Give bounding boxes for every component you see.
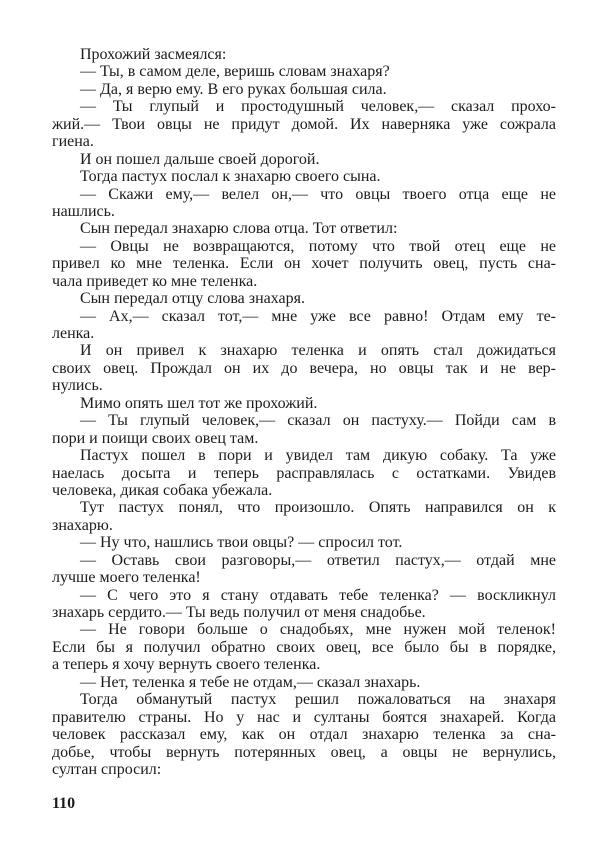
- text-line: человека, дикая собака убежала.: [52, 481, 273, 499]
- text-line: ленка.: [52, 325, 95, 342]
- text-line: нулись.: [52, 377, 103, 395]
- text-line: чала приведет ко мне теленка.: [52, 272, 258, 290]
- text-line: Сын передал знахарю слова отца. Тот ответил:: [80, 220, 398, 238]
- text-line: Тут пастух понял, что произошло. Опять направился он к: [80, 499, 556, 517]
- text-line: привел ко мне теленка. Если он хочет получить овец, пусть сна-: [52, 255, 556, 273]
- text-line: — Овцы не возвращаются, потому что твой отец еще не: [80, 237, 556, 255]
- text-line: — Скажи ему,— велел он,— что овцы твоего отца еще не: [80, 185, 556, 203]
- text-line: жий.— Твои овцы не придут домой. Их наверняка уже сожрала: [52, 115, 556, 133]
- text-line: — Нет, теленка я тебе не отдам,— сказал знахарь.: [80, 673, 421, 691]
- text-line: — Ты глупый человек,— сказал он пастуху.— Пойди сам в: [80, 412, 556, 430]
- text-line: — Ну что, нашлись твои овцы? — спросил тот.: [80, 534, 403, 552]
- text-line: — Ах,— сказал тот,— мне уже все равно! Отдам ему те-: [80, 307, 556, 325]
- text-line: И он пошел дальше своей дорогой.: [80, 150, 320, 168]
- page-body-text: [52, 46, 556, 778]
- text-line: а теперь я хочу вернуть своего теленка.: [52, 656, 321, 674]
- text-line: добье, чтобы вернуть потерянных овец, а овцы не вернулись,: [52, 743, 556, 761]
- text-line: Тогда пастух послал к знахарю своего сына.: [80, 168, 381, 186]
- text-line: правителю страны. Но у нас и султаны боятся знахарей. Когда: [52, 708, 556, 726]
- text-line: — Ты глупый и простодушный человек,— сказал прохо-: [80, 98, 556, 116]
- text-line: своих овец. Прождал он их до вечера, но овцы так и не вер-: [52, 359, 556, 377]
- text-line: человек рассказал ему, как он отдал знахарю теленка за сна-: [52, 726, 556, 744]
- page-number: 110: [52, 795, 76, 812]
- text-line: нашлись.: [52, 202, 115, 220]
- text-line: султан спросил:: [52, 760, 162, 778]
- text-line: И он привел к знахарю теленка и опять стал дожидаться: [80, 342, 556, 360]
- text-line: гиена.: [52, 133, 94, 151]
- text-line: — С чего это я стану отдавать тебе теленка? — воскликнул: [80, 586, 556, 604]
- text-line: Тогда обманутый пастух решил пожаловаться на знахаря: [80, 691, 556, 709]
- text-line: знахарь сердито.— Ты ведь получил от меня снадобье.: [52, 604, 426, 621]
- text-line: лучше моего теленка!: [52, 569, 201, 587]
- text-line: Мимо опять шел тот же прохожий.: [80, 394, 318, 412]
- text-line: наелась досыта и теперь расправлялась с остатками. Увидев: [52, 464, 556, 482]
- text-line: Пастух пошел в пори и увидел там дикую собаку. Та уже: [80, 447, 556, 465]
- text-line: Сын передал отцу слова знахаря.: [80, 290, 306, 308]
- text-line: — Ты, в самом деле, веришь словам знахаря?: [80, 63, 390, 81]
- text-line: — Да, я верю ему. В его руках большая сила.: [80, 80, 387, 98]
- text-line: — Оставь свои разговоры,— ответил пастух,— отдай мне: [80, 551, 556, 569]
- text-line: Прохожий засмеялся:: [80, 46, 227, 63]
- text-line: знахарю.: [52, 516, 113, 534]
- text-line: Если бы я получил обратно своих овец, все было бы в порядке,: [52, 638, 556, 656]
- text-line: — Не говори больше о снадобьях, мне нужен мой теленок!: [80, 621, 556, 639]
- text-line: пори и поищи своих овец там.: [52, 429, 259, 447]
